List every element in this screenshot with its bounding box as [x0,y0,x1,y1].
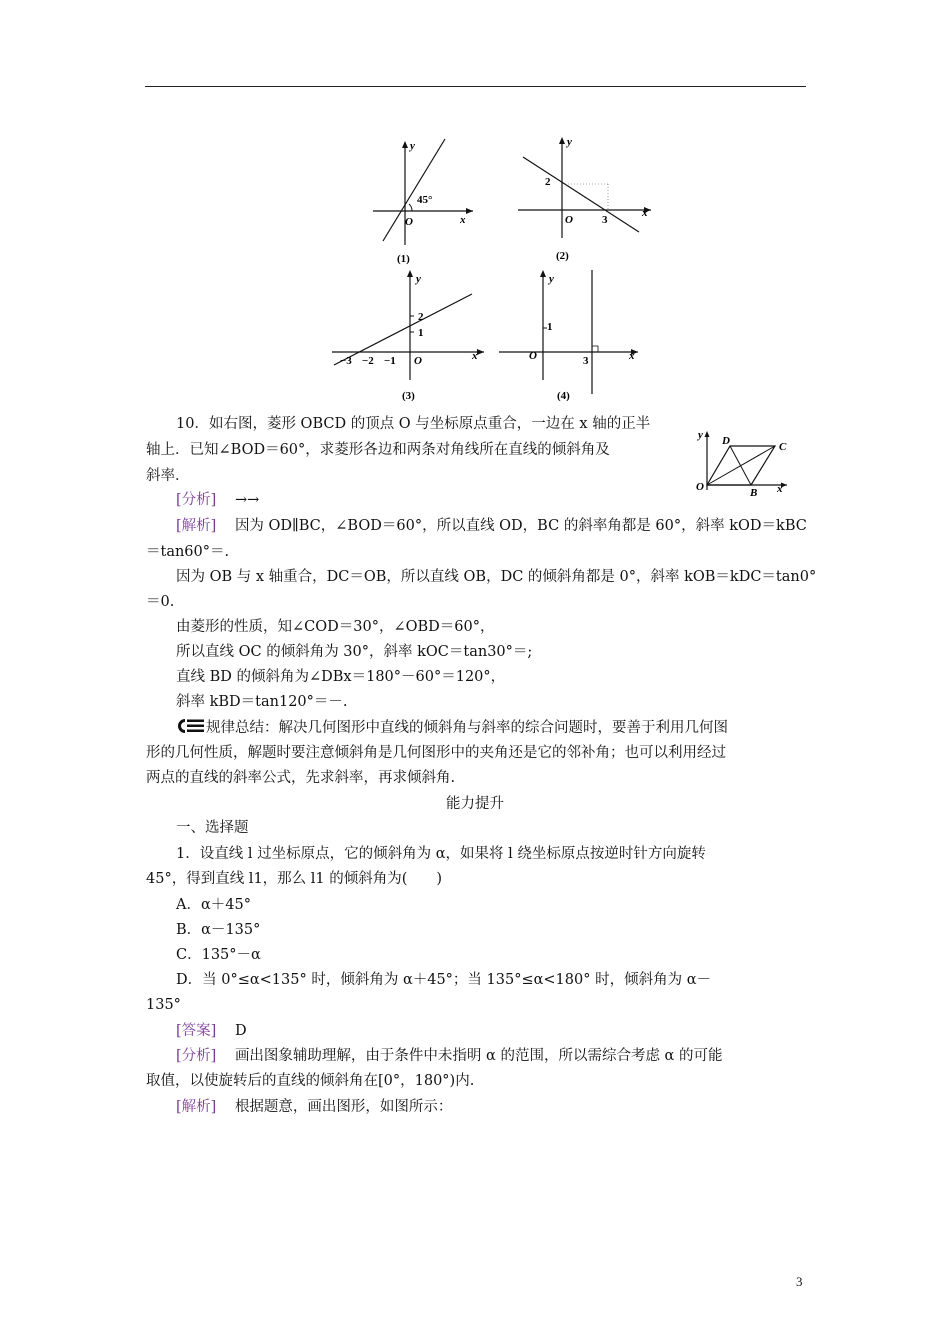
option-d-line-1: D．当 0°≤α<135° 时，倾斜角为 α＋45°；当 135°≤α<180° 时，倾斜角为 α－ [176,972,711,988]
fenxi2-line-2: 取值，以使旋转后的直线的倾斜角在[0°，180°)内. [146,1073,475,1089]
jiexi-label: [解析] [176,518,217,534]
option-a: A．α＋45° [176,897,251,913]
page-number: 3 [796,1274,803,1289]
fig2-origin: O [565,214,573,226]
solution-line-3: 因为 OB 与 x 轴重合，DC＝OB，所以直线 OB，DC 的倾斜角都是 0°，斜率 kOB＝kDC＝tan0° [176,569,817,585]
figure-1 [365,135,480,265]
fig2-tick-2: 2 [545,176,551,188]
jiexi-line-1 [176,516,807,536]
rhombus-b: B [750,487,758,498]
fig1-x-label: x [460,214,466,226]
figure-2 [515,133,655,265]
option-c: C．135°－α [176,947,261,963]
solution-line-8: 斜率 kBD＝tan120°＝－. [176,694,348,710]
rhombus-o: O [696,481,704,493]
fenxi2-line-1 [176,1046,722,1066]
figure-3 [330,268,490,403]
rhombus-x: x [777,483,783,495]
fig4-caption: (4) [557,390,570,402]
fig4-origin: O [529,350,537,362]
jiexi-text-1: 因为 OD∥BC，∠BOD＝60°，所以直线 OD，BC 的斜率角都是 60°，斜率 kOD＝kBC [234,518,807,534]
fig3-y-label: y [416,273,421,285]
fig4-x-label: x [629,350,635,362]
solution-line-6: 所以直线 OC 的倾斜角为 30°，斜率 kOC＝tan30°＝; [176,644,533,660]
fig2-tick-3: 3 [602,214,608,226]
fig4-tick-1: 1 [547,321,553,333]
fig3-caption: (3) [402,390,415,402]
fenxi2-text-1: 画出图象辅助理解，由于条件中未指明 α 的范围，所以需综合考虑 α 的可能 [234,1048,723,1064]
fenxi2-label: [分析] [176,1048,217,1064]
answer-label: [答案] [176,1023,217,1039]
q1-line-2: 45°，得到直线 l1，那么 l1 的倾斜角为( ) [146,871,443,887]
rhombus-c: C [779,441,787,453]
fig3-tick-1: 1 [418,327,424,339]
solution-line-4: ＝0. [146,594,175,610]
solution-line-5: 由菱形的性质，知∠COD＝30°，∠OBD＝60°， [176,619,495,635]
q10-line-3: 斜率． [146,468,190,484]
fig3-tick-neg3: −3 [340,355,352,367]
fig3-x-label: x [472,350,478,362]
jiexi2-text: 根据题意，画出图形，如图所示： [234,1099,453,1115]
option-b: B．α－135° [176,922,261,938]
fig1-y-label: y [410,140,415,152]
fig1-caption: (1) [397,253,410,265]
q10-line-1: 10．如右图，菱形 OBCD 的顶点 O 与坐标原点重合，一边在 x 轴的正半 [176,416,651,432]
fig2-caption: (2) [556,250,569,262]
fig1-origin: O [405,216,413,228]
answer-value: D [234,1023,247,1039]
q1-line-1: 1．设直线 l 过坐标原点，它的倾斜角为 α，如果将 l 绕坐标原点按逆时针方向旋转 [176,846,706,862]
rule-summary-line-3: 两点的直线的斜率公式，先求斜率，再求倾斜角. [146,770,456,786]
fig2-x-label: x [642,207,648,219]
section-title: 一、选择题 [176,820,249,836]
fig3-tick-2: 2 [418,311,424,323]
jiexi2-line [176,1097,452,1117]
jiexi2-label: [解析] [176,1099,217,1115]
rhombus-d: D [722,435,730,447]
fig3-tick-neg2: −2 [362,355,374,367]
answer-line [176,1021,247,1041]
solution-line-7: 直线 BD 的倾斜角为∠DBx＝180°－60°＝120°， [176,669,506,685]
section-heading: 能力提升 [446,796,504,812]
fig1-angle: 45° [417,194,433,206]
rule-summary-line-2: 形的几何性质，解题时要注意倾斜角是几何图形中的夹角还是它的邻补角；也可以利用经过 [146,745,726,761]
fig4-y-label: y [549,273,554,285]
summary-icon [176,718,206,734]
fig2-y-label: y [567,136,572,148]
fig4-tick-3: 3 [583,355,589,367]
rule-summary-text-1: 规律总结：解决几何图形中直线的倾斜角与斜率的综合问题时，要善于利用几何图 [206,720,728,736]
rhombus-figure [695,428,795,498]
jiexi-line-2: ＝tan60°＝. [146,544,230,560]
fenxi-text: →→ [234,492,260,508]
fig3-origin: O [414,355,422,367]
rule-summary-line-1 [176,718,728,738]
rhombus-y: y [698,429,703,441]
figure-4 [497,268,642,403]
fenxi-line [176,490,259,510]
q10-line-2: 轴上．已知∠BOD＝60°，求菱形各边和两条对角线所在直线的倾斜角及 [146,442,610,458]
option-d-line-2: 135° [146,997,181,1013]
header-rule [145,86,806,87]
fenxi-label: [分析] [176,492,217,508]
fig3-tick-neg1: −1 [384,355,396,367]
